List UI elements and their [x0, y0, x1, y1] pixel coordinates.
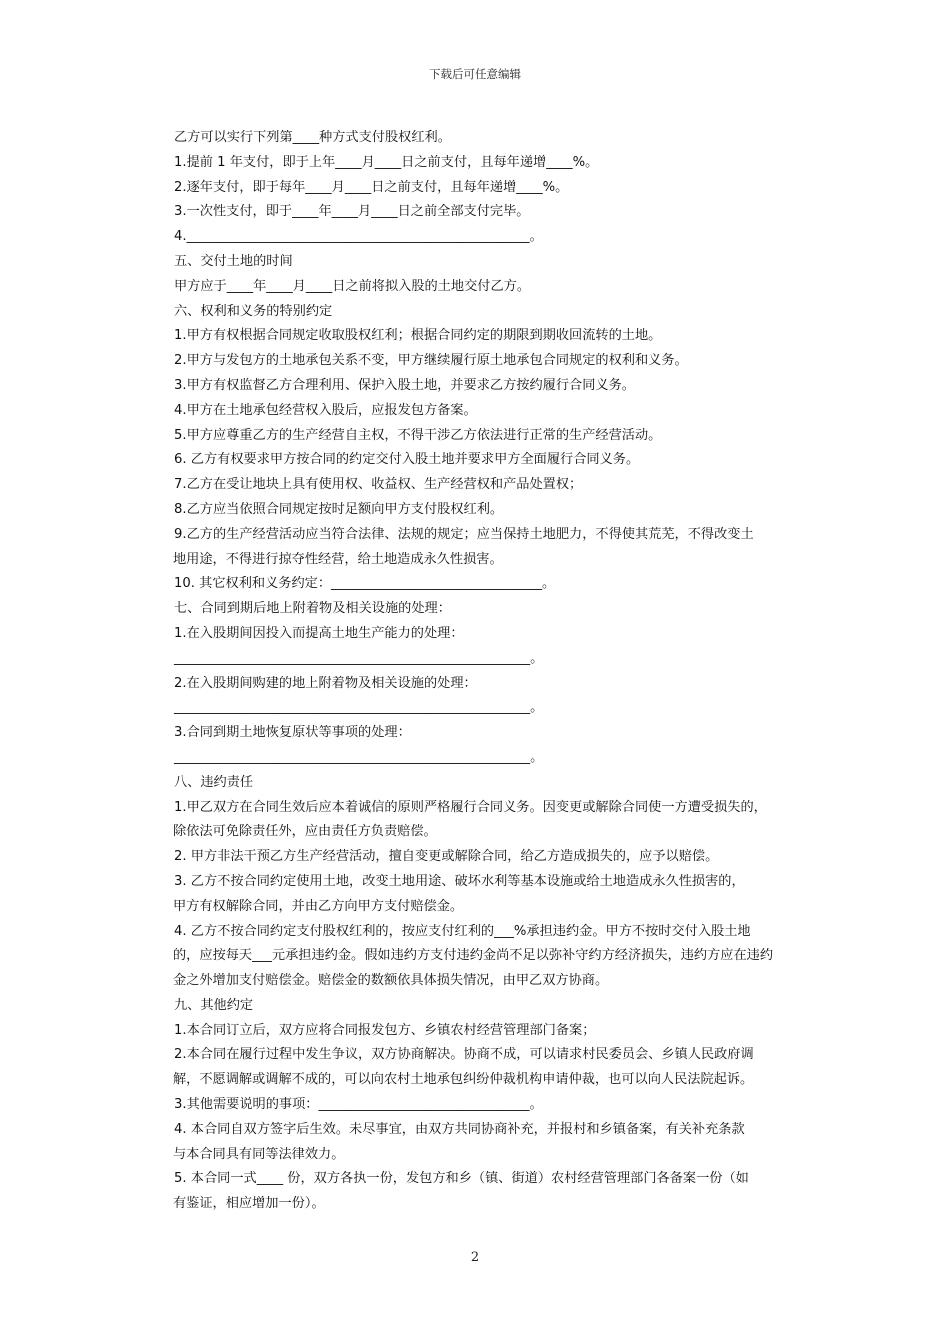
text-line-continued: 金之外增加支付赔偿金。赔偿金的数额依具体损失情况，由甲乙双方协商。: [173, 973, 609, 989]
text-line: 8.乙方应当依照合同规定按时足额向甲方支付股权红利。: [174, 501, 504, 517]
text-line: 2. 甲方非法干预乙方生产经营活动，擅自变更或解除合同，给乙方造成损失的，应予以赔偿。: [174, 849, 719, 865]
section-heading: 七、合同到期后地上附着物及相关设施的处理：: [174, 601, 451, 617]
text-line-continued: 地用途，不得进行掠夺性经营，给土地造成永久性损害。: [173, 551, 503, 567]
text-line-continued: 甲方有权解除合同，并由乙方向甲方支付赔偿金。: [173, 898, 464, 914]
text-line: 乙方可以实行下列第____种方式支付股权红利。: [174, 130, 451, 145]
text-line: 甲方应于____年____月____日之前将拟入股的土地交付乙方。: [174, 278, 531, 294]
section-heading: 九、其他约定: [174, 997, 254, 1013]
page-number: 2: [470, 1250, 480, 1265]
text-line: 7.乙方在受让地块上具有使用权、收益权、生产经营权和产品处置权；: [174, 477, 583, 493]
text-line: 1.提前 1 年支付，即于上年____月____日之前支付，且每年递增____%。: [174, 154, 599, 170]
text-line: 2.在入股期间购建的地上附着物及相关设施的处理：: [174, 675, 477, 691]
text-line: 6. 乙方有权要求甲方按合同的约定交付入股土地并要求甲方全面履行合同义务。: [174, 452, 640, 468]
page-header: 下载后可任意编辑: [429, 67, 521, 81]
text-line-continued: 有鉴证，相应增加一份）。: [173, 1196, 325, 1212]
text-line: 9.乙方的生产经营活动应当符合法律、法规的规定；应当保持土地肥力，不得使其荒芜，不得改变土: [174, 526, 754, 542]
text-line: 3. 乙方不按合同约定使用土地，改变土地用途、破坏水利等基本设施或给土地造成永久性损害的，: [174, 873, 745, 889]
blank-line: ______________________________________________________。: [174, 749, 544, 765]
text-line: 2.本合同在履行过程中发生争议，双方协商解决。协商不成，可以请求村民委员会、乡镇人民政府调: [174, 1047, 754, 1063]
text-line: 1.甲方有权根据合同规定收取股权红利；根据合同约定的期限到期收回流转的土地。: [174, 328, 662, 344]
text-line-continued: 的，应按每天___元承担违约金。假如违约方支付违约金尚不足以弥补守约方经济损失，违约方应在违约: [173, 948, 774, 964]
text-line: 4. 乙方不按合同约定支付股权红利的，按应支付红利的___%承担违约金。甲方不按时交付入股土地: [174, 923, 751, 939]
text-line: 2.甲方与发包方的土地承包关系不变，甲方继续履行原土地承包合同规定的权利和义务。: [174, 353, 688, 369]
text-line: 1.在入股期间因投入而提高土地生产能力的处理：: [174, 625, 464, 641]
section-heading: 五、交付土地的时间: [174, 253, 293, 269]
blank-line: ______________________________________________________。: [174, 700, 544, 716]
section-heading: 八、违约责任: [174, 774, 254, 790]
blank-line: ______________________________________________________。: [174, 650, 544, 666]
text-line: 5. 本合同一式____ 份，双方各执一份，发包方和乡（镇、街道）农村经营管理部门各备案一份（如: [174, 1171, 749, 1187]
text-line: 2.逐年支付，即于每年____月____日之前支付，且每年递增____%。: [174, 179, 569, 195]
text-line: 3.甲方有权监督乙方合理利用、保护入股土地，并要求乙方按约履行合同义务。: [174, 377, 635, 393]
text-line: 4.____________________________________________________。: [174, 229, 543, 245]
text-line: 3.一次性支付，即于____年____月____日之前全部支付完毕。: [174, 204, 530, 220]
text-line: 5.甲方应尊重乙方的生产经营自主权，不得干涉乙方依法进行正常的生产经营活动。: [174, 427, 662, 443]
text-line-continued: 除依法可免除责任外，应由责任方负责赔偿。: [173, 824, 437, 840]
document-body: [174, 126, 806, 1217]
section-heading: 六、权利和义务的特别约定: [174, 303, 333, 319]
text-line: 10. 其它权利和义务约定：________________________________。: [174, 576, 556, 592]
text-line: 3.其他需要说明的事项：________________________________。: [174, 1097, 543, 1113]
text-line: 1.本合同订立后，双方应将合同报发包方、乡镇农村经营管理部门备案；: [174, 1022, 596, 1038]
text-line: 3.合同到期土地恢复原状等事项的处理：: [174, 725, 411, 741]
text-line: 1.甲乙双方在合同生效后应本着诚信的原则严格履行合同义务。因变更或解除合同使一方遭受损失的，: [174, 799, 767, 815]
text-line-continued: 解，不愿调解或调解不成的，可以向农村土地承包纠纷仲裁机构申请仲裁，也可以向人民法院起诉。: [173, 1072, 754, 1088]
text-line-continued: 与本合同具有同等法律效力。: [173, 1146, 345, 1162]
text-line: 4. 本合同自双方签字后生效。未尽事宜，由双方共同协商补充，并报村和乡镇备案，有关补充条款: [174, 1121, 745, 1137]
text-line: 4.甲方在土地承包经营权入股后，应报发包方备案。: [174, 402, 477, 418]
